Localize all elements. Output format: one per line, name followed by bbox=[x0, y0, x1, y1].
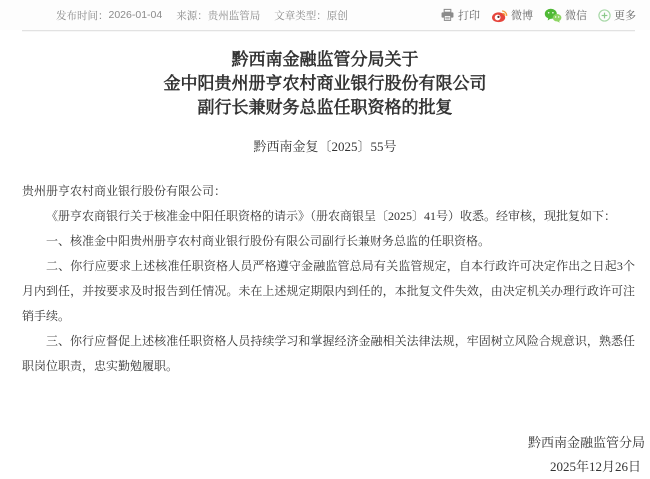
article-type bbox=[274, 8, 348, 23]
title-line-1: 黔西南金融监管分局关于 bbox=[231, 50, 419, 69]
source bbox=[176, 8, 260, 23]
article-meta-info bbox=[56, 8, 348, 23]
article-type-value: 原创 bbox=[326, 9, 348, 22]
article-meta-bar bbox=[0, 0, 650, 30]
plus-circle-icon bbox=[598, 9, 611, 22]
title-line-2: 金中阳贵州册亨农村商业银行股份有限公司 bbox=[163, 74, 487, 93]
wechat-icon bbox=[544, 8, 562, 23]
more-label: 更多 bbox=[614, 10, 636, 22]
publish-time bbox=[56, 8, 162, 23]
weibo-label: 微博 bbox=[511, 10, 533, 22]
title-line-3: 副行长兼财务总监任职资格的批复 bbox=[197, 98, 453, 117]
signing-date: 2025年12月26日 bbox=[549, 459, 641, 474]
paragraph-item-2: 二、你行应要求上述核准任职资格人员严格遵守金融监管总局有关监管规定，自本行政许可决定作出之日起3个月内到任，并按要求及时报告到任情况。未在上述规定期限内到任的，本批复文件失效，由决定机关办理行政许可注销手续。 bbox=[22, 259, 635, 323]
source-label: 来源： bbox=[176, 9, 208, 22]
document-body bbox=[22, 179, 635, 379]
publish-time-label: 发布时间： bbox=[56, 9, 109, 22]
document-number: 黔西南金复〔2025〕55号 bbox=[253, 139, 397, 154]
salutation: 贵州册亨农村商业银行股份有限公司： bbox=[22, 184, 227, 198]
share-actions bbox=[440, 7, 636, 23]
wechat-label: 微信 bbox=[565, 10, 587, 22]
printer-icon bbox=[440, 8, 455, 22]
paragraph-intro: 《册亨农商银行关于核准金中阳任职资格的请示》（册农商银呈〔2025〕41号）收悉。经审核，现批复如下： bbox=[46, 209, 617, 223]
article-type-label: 文章类型： bbox=[274, 9, 327, 22]
wechat-share-button[interactable] bbox=[544, 7, 587, 23]
signature-block bbox=[0, 431, 650, 479]
source-value: 贵州监管局 bbox=[207, 9, 261, 22]
paragraph-item-1: 一、核准金中阳贵州册亨农村商业银行股份有限公司副行长兼财务总监的任职资格。 bbox=[46, 234, 491, 248]
paragraph-item-3: 三、你行应督促上述核准任职资格人员持续学习和掌握经济金融相关法律法规，牢固树立风险合规意识，熟悉任职岗位职责，忠实勤勉履职。 bbox=[22, 334, 635, 373]
publish-time-value: 2026-01-04 bbox=[108, 9, 163, 21]
weibo-icon bbox=[491, 8, 508, 23]
signing-authority: 黔西南金融监管分局 bbox=[527, 435, 645, 450]
document-title bbox=[0, 48, 650, 120]
header-divider bbox=[22, 30, 635, 32]
print-label: 打印 bbox=[458, 10, 480, 22]
more-share-button[interactable] bbox=[598, 7, 636, 23]
print-button[interactable] bbox=[440, 7, 480, 23]
weibo-share-button[interactable] bbox=[491, 7, 533, 23]
